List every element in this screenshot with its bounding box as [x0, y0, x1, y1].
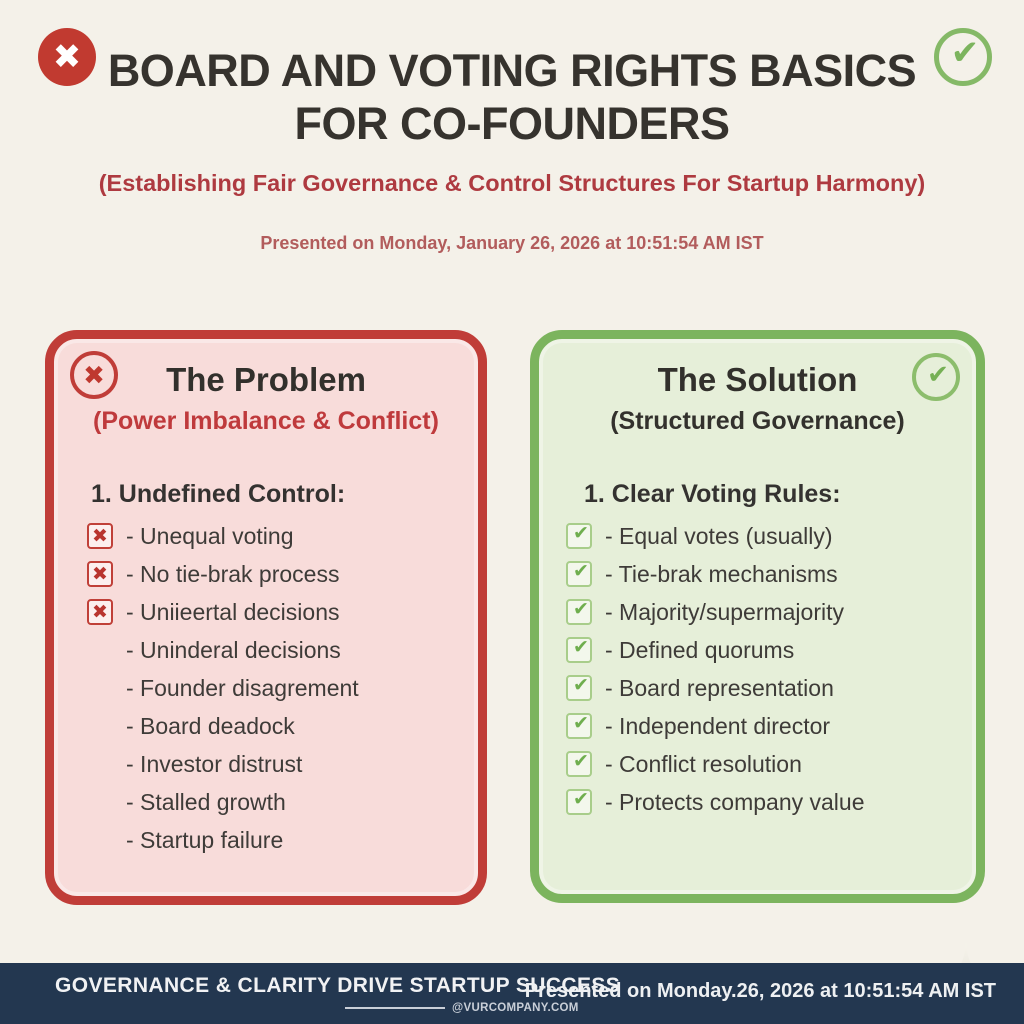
- x-checkbox-icon: [87, 523, 113, 549]
- check-checkbox-icon: [566, 637, 592, 663]
- checkbox-spacer: [87, 789, 113, 815]
- list-item: [54, 593, 478, 631]
- problem-cross-icon: [70, 351, 118, 399]
- solution-subtitle: (Structured Governance): [610, 407, 905, 435]
- list-item-text: - Unequal voting: [126, 522, 294, 549]
- list-item-text: - Uninderal decisions: [126, 636, 341, 663]
- solution-section-heading: 1. Clear Voting Rules:: [584, 480, 841, 508]
- checkbox-spacer: [87, 827, 113, 853]
- check-checkbox-icon: [566, 599, 592, 625]
- checkbox-spacer: [87, 751, 113, 777]
- problem-section-heading: 1. Undefined Control:: [91, 480, 346, 508]
- list-item-text: - Equal votes (usually): [605, 522, 833, 549]
- list-item-text: - Uniieertal decisions: [126, 598, 340, 625]
- check-glyph: ✔: [573, 712, 589, 734]
- list-item: [54, 517, 478, 555]
- problem-subtitle: (Power Imbalance & Conflict): [93, 407, 439, 435]
- presented-date: Presented on Monday, January 26, 2026 at 10:51:54 AM IST: [260, 233, 764, 253]
- list-item-text: - Founder disagrement: [126, 674, 359, 701]
- check-glyph: ✔: [573, 636, 589, 658]
- check-checkbox-icon: [566, 789, 592, 815]
- list-item-text: - Tie-brak mechanisms: [605, 560, 838, 587]
- x-glyph: ✖: [92, 601, 108, 623]
- list-item-text: - Protects company value: [605, 788, 865, 815]
- list-item: [539, 555, 976, 593]
- list-item-text: - No tie-brak process: [126, 560, 340, 587]
- check-checkbox-icon: [566, 713, 592, 739]
- list-item: [54, 631, 478, 669]
- list-item-text: - Majority/supermajority: [605, 598, 844, 625]
- list-item: [54, 555, 478, 593]
- x-glyph: ✖: [92, 525, 108, 547]
- list-item: [54, 783, 478, 821]
- footer-presented-date: Presented on Monday.26, 2026 at 10:51:54 AM IST: [524, 980, 996, 1002]
- problem-panel: [45, 330, 487, 905]
- check-glyph: ✔: [573, 674, 589, 696]
- check-glyph: ✔: [573, 598, 589, 620]
- footer-handle-text: @VURCOMPANY.COM: [452, 1002, 579, 1014]
- check-glyph: ✔: [573, 560, 589, 582]
- solution-panel: [530, 330, 985, 903]
- solution-list: [539, 517, 976, 821]
- list-item: [539, 517, 976, 555]
- footer-handle: [345, 1002, 579, 1014]
- check-glyph: ✔: [573, 522, 589, 544]
- list-item: [539, 783, 976, 821]
- list-item-text: - Conflict resolution: [605, 750, 802, 777]
- problem-title: The Problem: [166, 361, 366, 398]
- page-title-line1: BOARD AND VOTING RIGHTS BASICS: [107, 45, 917, 96]
- check-checkbox-icon: [566, 561, 592, 587]
- check-checkbox-icon: [566, 523, 592, 549]
- checkbox-spacer: [87, 713, 113, 739]
- list-item-text: - Board deadock: [126, 712, 295, 739]
- list-item: [539, 669, 976, 707]
- list-item: [539, 631, 976, 669]
- x-checkbox-icon: [87, 561, 113, 587]
- list-item: [54, 669, 478, 707]
- list-item: [539, 593, 976, 631]
- list-item-text: - Board representation: [605, 674, 834, 701]
- list-item-text: - Investor distrust: [126, 750, 303, 777]
- solution-check-icon: [912, 353, 960, 401]
- list-item: [539, 707, 976, 745]
- list-item-text: - Independent director: [605, 712, 831, 739]
- page-title-line2: FOR CO-FOUNDERS: [294, 98, 730, 150]
- check-glyph: ✔: [950, 34, 980, 72]
- page-title: [0, 44, 1024, 150]
- cross-glyph: ✖: [52, 38, 82, 76]
- list-item-text: - Startup failure: [126, 826, 284, 853]
- footer-tagline: GOVERNANCE & CLARITY DRIVE STARTUP SUCCESS: [55, 974, 621, 997]
- check-checkbox-icon: [566, 675, 592, 701]
- cross-glyph: ✖: [83, 360, 105, 390]
- check-glyph: ✔: [927, 359, 949, 389]
- list-item-text: - Defined quorums: [605, 636, 795, 663]
- list-item-text: - Stalled growth: [126, 788, 286, 815]
- list-item: [539, 745, 976, 783]
- list-item: [54, 707, 478, 745]
- problem-list: [54, 517, 478, 859]
- check-glyph: ✔: [573, 788, 589, 810]
- check-checkbox-icon: [566, 751, 592, 777]
- list-item: [54, 821, 478, 859]
- solution-title: The Solution: [657, 361, 858, 398]
- checkbox-spacer: [87, 637, 113, 663]
- check-glyph: ✔: [573, 750, 589, 772]
- list-item: [54, 745, 478, 783]
- footer-bar: [0, 963, 1024, 1024]
- x-checkbox-icon: [87, 599, 113, 625]
- page-subtitle: (Establishing Fair Governance & Control Structures For Startup Harmony): [98, 170, 926, 196]
- footer-divider-line: [345, 1007, 445, 1009]
- x-glyph: ✖: [92, 563, 108, 585]
- checkbox-spacer: [87, 675, 113, 701]
